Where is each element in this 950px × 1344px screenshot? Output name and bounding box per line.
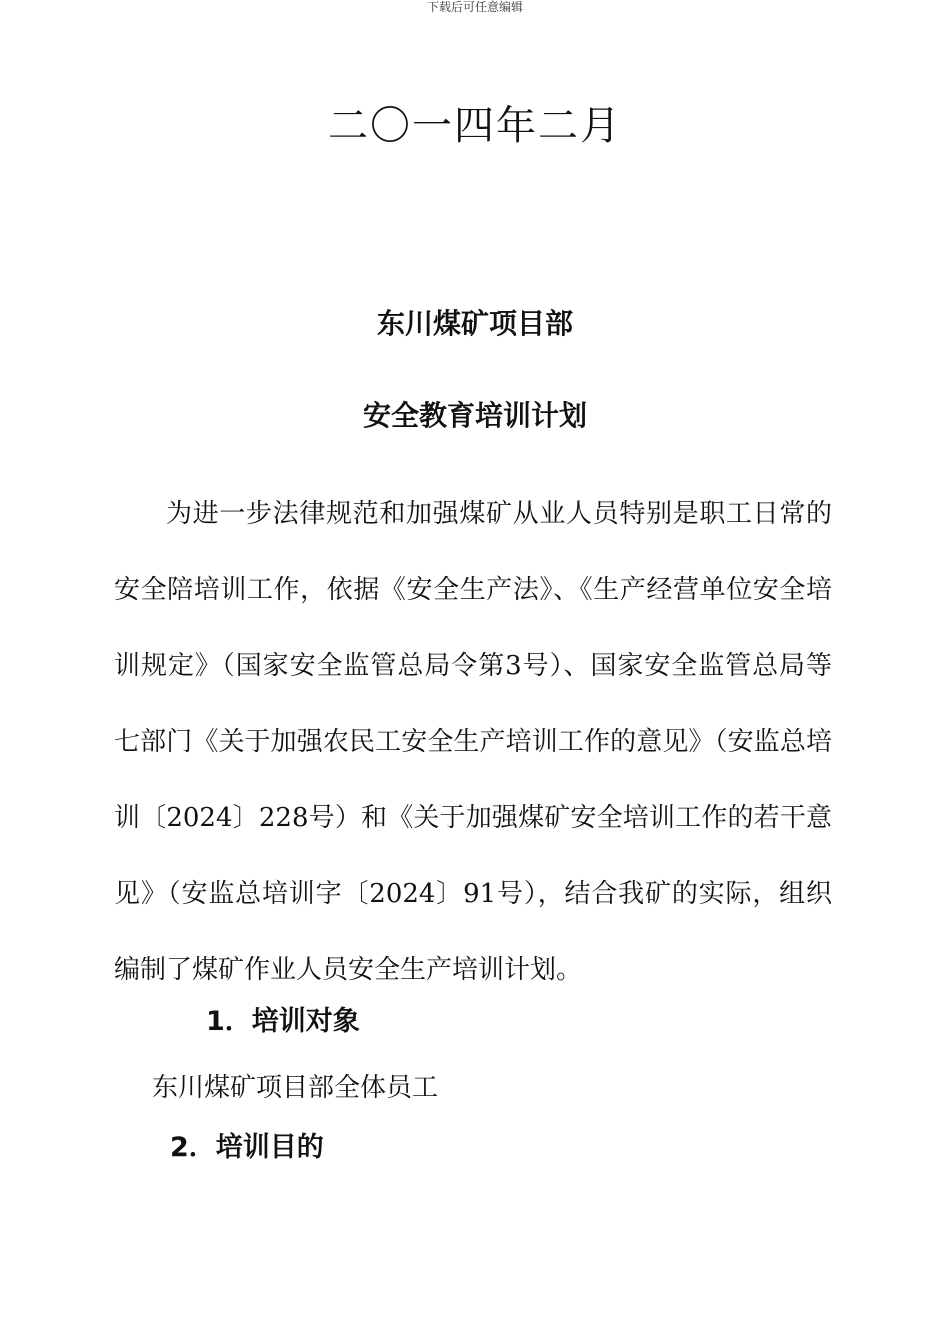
intro-paragraph: 为进一步法律规范和加强煤矿从业人员特别是职工日常的安全陪培训工作，依据《安全生产法》、《生产经营单位安全培训规定》（国家安全监管总局令第3号）、国家安全监管总局等七部门《关于加强农民工安全生产培训工作的意见》（安监总培训〔2024〕228号）和《关于加强煤矿安全培训工作的若干意见》（安监总培训字〔2024〕91号），结合我矿的实际，组织编制了煤矿作业人员安全生产培训计划。 xyxy=(114,499,832,985)
header-note: 下载后可任意编辑 xyxy=(426,0,523,14)
cover-date: 二〇一四年二月 xyxy=(328,103,622,149)
section-heading-training-target: 1．培训对象 xyxy=(206,1006,360,1037)
plan-title: 安全教育培训计划 xyxy=(362,399,587,432)
section-heading-training-purpose: 2．培训目的 xyxy=(170,1132,324,1163)
org-title: 东川煤矿项目部 xyxy=(376,307,573,340)
section-body-training-target: 东川煤矿项目部全体员工 xyxy=(152,1073,439,1103)
